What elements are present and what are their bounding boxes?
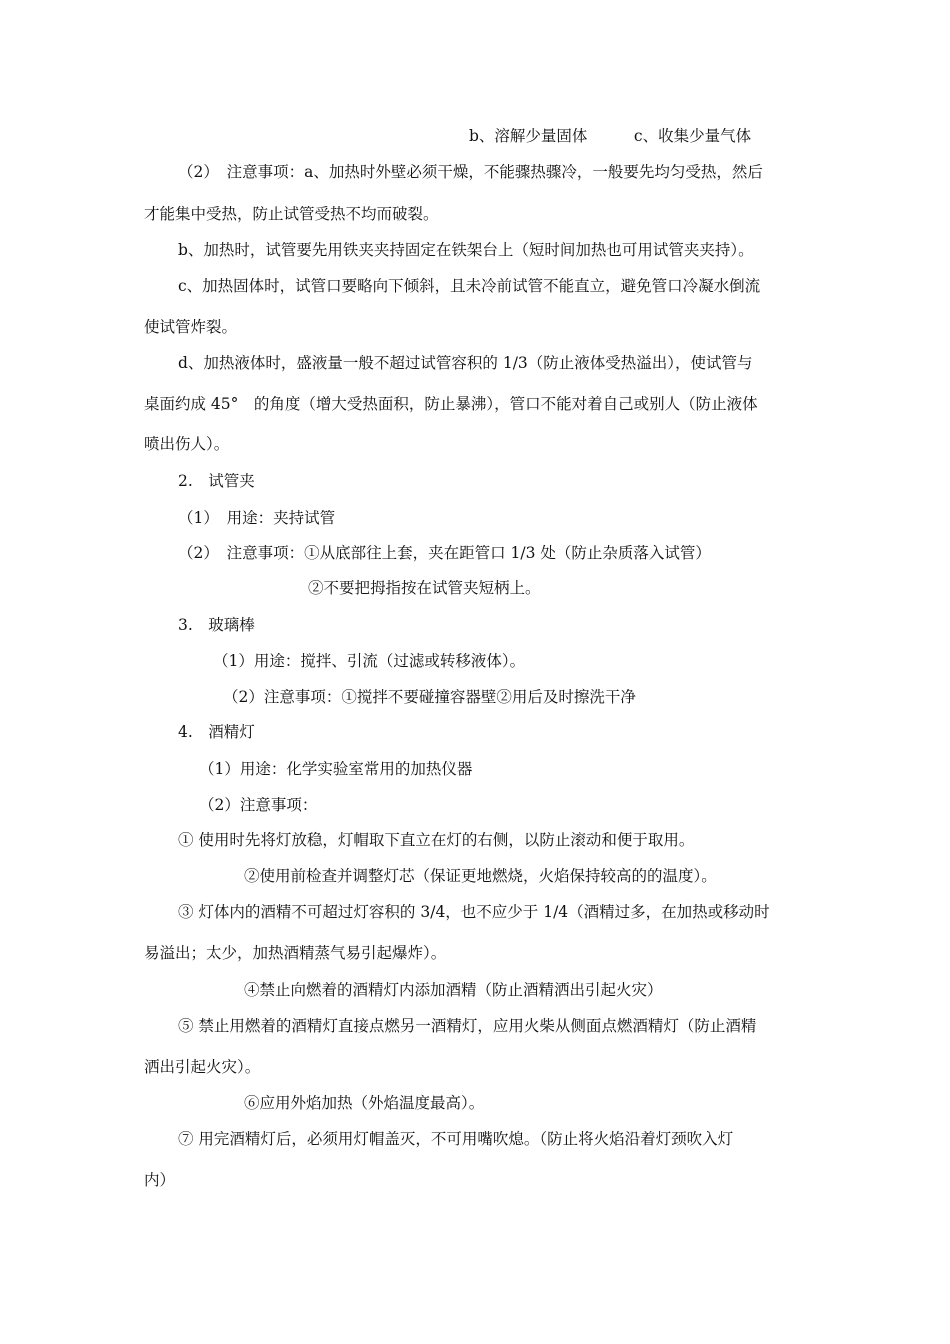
- section-heading: 2. 试管夹: [178, 472, 255, 490]
- text-line: ⑤ 禁止用燃着的酒精灯直接点燃另一酒精灯，应用火柴从侧面点燃酒精灯（防止酒精: [178, 1017, 757, 1035]
- text-line: （2）注意事项：①搅拌不要碰撞容器壁②用后及时擦洗干净: [223, 688, 636, 706]
- text-line: （1） 用途：夹持试管: [178, 509, 336, 527]
- text-line: （2） 注意事项：a、加热时外壁必须干燥，不能骤热骤冷，一般要先均匀受热，然后: [178, 163, 763, 181]
- text-line: 内）: [144, 1171, 176, 1189]
- section-heading: 4. 酒精灯: [178, 723, 255, 741]
- text-line: （2）注意事项：: [199, 796, 318, 814]
- text-line: 洒出引起火灾）。: [144, 1058, 261, 1076]
- text-line: c、加热固体时，试管口要略向下倾斜，且未冷前试管不能直立，避免管口冷凝水倒流: [178, 277, 761, 295]
- text-line: ②使用前检查并调整灯芯（保证更地燃烧，火焰保持较高的的温度）。: [244, 867, 717, 885]
- text-line: ③ 灯体内的酒精不可超过灯容积的 3/4，也不应少于 1/4（酒精过多，在加热或移动时: [178, 903, 770, 921]
- text-line: ① 使用时先将灯放稳，灯帽取下直立在灯的右侧，以防止滚动和便于取用。: [178, 831, 695, 849]
- text-line: ②不要把拇指按在试管夹短柄上。: [308, 579, 541, 597]
- text-line: b、溶解少量固体 c、收集少量气体: [469, 127, 752, 145]
- text-line: 才能集中受热，防止试管受热不均而破裂。: [144, 205, 439, 223]
- text-line: d、加热液体时，盛液量一般不超过试管容积的 1/3（防止液体受热溢出），使试管与: [178, 354, 753, 372]
- text-line: （1）用途：搅拌、引流（过滤或转移液体）。: [213, 652, 526, 670]
- text-line: ④禁止向燃着的酒精灯内添加酒精（防止酒精洒出引起火灾）: [244, 981, 663, 999]
- text-line: 使试管炸裂。: [144, 318, 238, 336]
- text-line: 桌面约成 45° 的角度（增大受热面积，防止暴沸），管口不能对着自己或别人（防止液体: [144, 395, 758, 413]
- text-line: ⑥应用外焰加热（外焰温度最高）。: [244, 1094, 485, 1112]
- text-line: 易溢出；太少，加热酒精蒸气易引起爆炸）。: [144, 944, 447, 962]
- text-line: 喷出伤人）。: [144, 435, 230, 453]
- text-line: （1）用途：化学实验室常用的加热仪器: [199, 760, 473, 778]
- section-heading: 3. 玻璃棒: [178, 616, 255, 634]
- text-line: b、加热时，试管要先用铁夹夹持固定在铁架台上（短时间加热也可用试管夹夹持）。: [178, 241, 754, 259]
- text-line: ⑦ 用完酒精灯后，必须用灯帽盖灭，不可用嘴吹熄。（防止将火焰沿着灯颈吹入灯: [178, 1130, 734, 1148]
- text-line: （2） 注意事项：①从底部往上套，夹在距管口 1/3 处（防止杂质落入试管）: [178, 544, 711, 562]
